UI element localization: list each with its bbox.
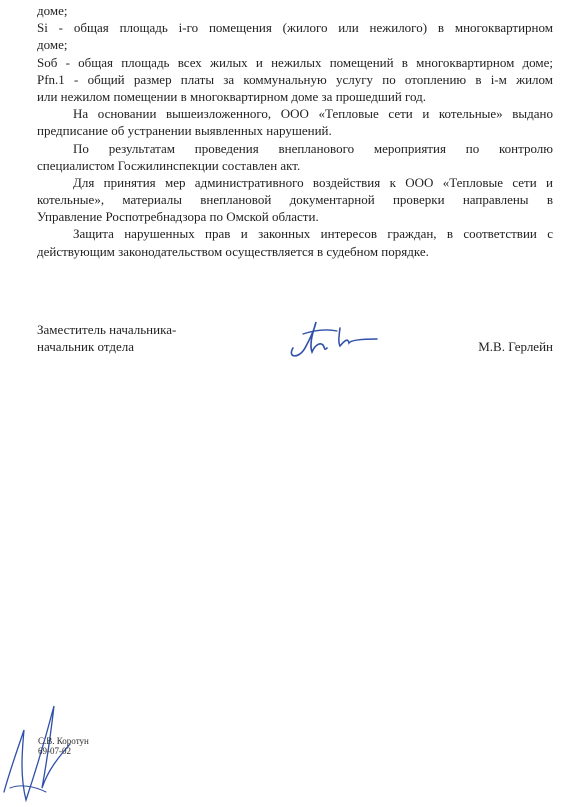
- text-line: доме;: [37, 37, 68, 53]
- text-line: По результатам проведения внепланового мероприятия по контролю: [73, 140, 553, 156]
- text-line: котельные», материалы внеплановой документарной проверки направлены в: [37, 192, 553, 208]
- document-body: [37, 2, 553, 260]
- signer-position-line-1: Заместитель начальника-: [37, 322, 177, 337]
- executor-phone: 69-07-02: [38, 746, 71, 756]
- text-line: На основании вышеизложенного, ООО «Тепловые сети и котельные» выдано: [73, 106, 553, 122]
- executor-info: [38, 736, 89, 756]
- text-line: Sоб - общая площадь всех жилых и нежилых помещений в многоквартирном доме;: [37, 54, 553, 70]
- text-line: Для принятия мер административного воздействия к ООО «Тепловые сети и: [73, 174, 553, 190]
- text-line: Pfn.1 - общий размер платы за коммунальную услугу по отоплению в i-м жилом: [37, 71, 553, 87]
- executor-name: С.В. Коротун: [38, 736, 89, 746]
- text-line: или нежилом помещении в многоквартирном доме за прошедший год.: [37, 88, 427, 104]
- text-line: Защита нарушенных прав и законных интересов граждан, в соответствии с: [73, 226, 553, 242]
- text-line: действующим законодательством осуществляется в судебном порядке.: [37, 243, 429, 259]
- signer-name: М.В. Герлейн: [478, 339, 553, 355]
- text-line: специалистом Госжилинспекции составлен акт.: [37, 157, 301, 173]
- text-line: Si - общая площадь i-го помещения (жилого или нежилого) в многоквартирном: [37, 20, 553, 36]
- signer-position-line-2: начальник отдела: [37, 339, 135, 355]
- handwritten-signature: [285, 318, 385, 360]
- text-line: доме;: [37, 3, 68, 18]
- text-line: Управление Роспотребнадзора по Омской области.: [37, 209, 319, 225]
- text-line: предписание об устранении выявленных нарушений.: [37, 123, 332, 139]
